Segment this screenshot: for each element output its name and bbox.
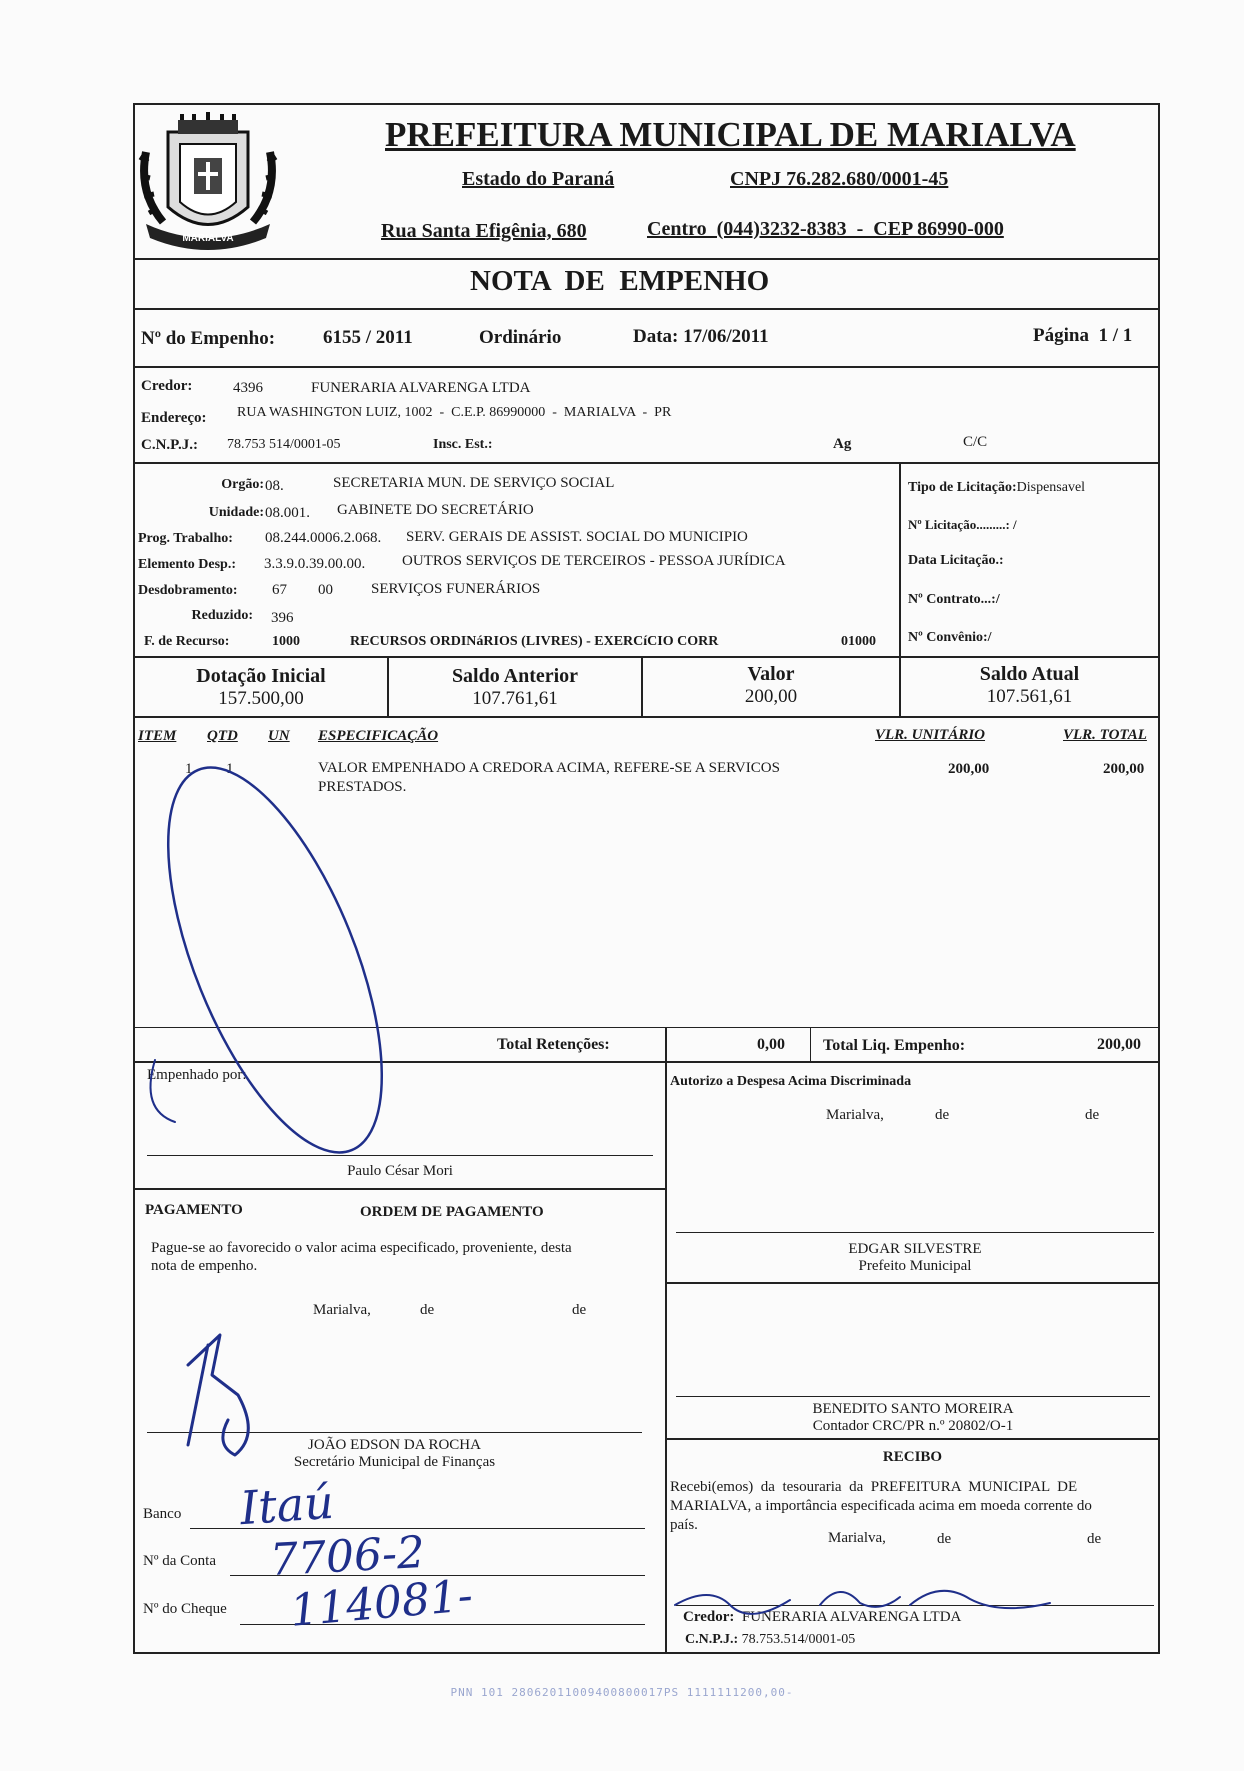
elemento-label: Elemento Desp.:: [138, 557, 236, 572]
header-street: Rua Santa Efigênia, 680: [381, 220, 587, 242]
empenho-type: Ordinário: [479, 327, 562, 348]
fonte-code: 1000: [272, 634, 300, 649]
unidade-name: GABINETE DO SECRETÁRIO: [337, 502, 534, 518]
pagamento-de-1: de: [420, 1302, 435, 1318]
numero-convenio: Nº Convênio:/: [908, 630, 992, 645]
handwritten-signature-credor: [670, 1575, 1070, 1625]
pagamento-de-2: de: [572, 1302, 587, 1318]
elemento-name: OUTROS SERVIÇOS DE TERCEIROS - PESSOA JURÍDICA: [402, 553, 786, 569]
contador: BENEDITO SANTO MOREIRA Contador CRC/PR n.º 20802/O-1: [812, 1401, 1014, 1434]
header-cnpj: CNPJ 76.282.680/0001-45: [730, 168, 949, 190]
reduzido-label: Reduzido:: [191, 608, 253, 623]
liquido-value: 200,00: [1097, 1036, 1141, 1053]
empenhado-label: Empenhado por:: [147, 1067, 247, 1083]
unidade-label: Unidade:: [208, 505, 264, 520]
header-address-line: Centro (044)3232-8383 - CEP 86990-000: [647, 218, 1004, 240]
conta-handwritten: 7706-2: [268, 1526, 427, 1587]
autorizo-de-1: de: [935, 1107, 950, 1123]
cheque-label: Nº do Cheque: [143, 1601, 227, 1617]
credor-label: Credor:: [141, 378, 193, 394]
item-unit-value: 200,00: [948, 761, 990, 777]
autorizo-label: Autorizo a Despesa Acima Discriminada: [670, 1074, 912, 1089]
municipal-crest-icon: [138, 112, 278, 262]
item-qtd: 1: [226, 761, 234, 777]
desdobramento-label: Desdobramento:: [138, 583, 238, 598]
recibo-text-1: Recebi(emos) da tesouraria da PREFEITURA MUNICIPAL DE: [670, 1479, 1078, 1495]
orgao-label: Orgão:: [221, 477, 264, 492]
desdobramento-name: SERVIÇOS FUNERÁRIOS: [371, 581, 541, 597]
credor-cnpj: 78.753 514/0001-05: [227, 437, 341, 452]
col-item: ITEM: [138, 728, 177, 744]
agency-label: Ag: [833, 436, 852, 452]
recibo-de-2: de: [1087, 1531, 1102, 1547]
account-label: C/C: [963, 434, 988, 450]
page-number: Página 1 / 1: [1033, 325, 1133, 346]
col-valor-total: VLR. TOTAL: [1063, 727, 1147, 743]
address-label: Endereço:: [141, 410, 207, 426]
banco-handwritten: Itaú: [238, 1474, 336, 1536]
pagamento-text-2: nota de empenho.: [151, 1258, 258, 1274]
recibo-title: RECIBO: [882, 1449, 943, 1465]
tipo-licitacao: Tipo de Licitação:Dispensavel: [908, 480, 1086, 495]
recibo-city: Marialva,: [828, 1530, 886, 1546]
item-espec-line1: VALOR EMPENHADO A CREDORA ACIMA, REFERE-SE A SERVICOS: [318, 760, 780, 776]
recibo-credor: Credor: FUNERARIA ALVARENGA LTDA: [683, 1609, 962, 1625]
data-licitacao: Data Licitação.:: [908, 553, 1004, 568]
recibo-cnpj: C.N.P.J.: 78.753.514/0001-05: [685, 1632, 856, 1647]
unidade-code: 08.001.: [265, 505, 310, 521]
pagamento-label: PAGAMENTO: [145, 1202, 243, 1218]
empenho-number: 6155 / 2011: [323, 327, 413, 348]
orgao-code: 08.: [265, 478, 284, 494]
recibo-de-1: de: [937, 1531, 952, 1547]
fonte-number: 01000: [841, 634, 876, 649]
fonte-label: F. de Recurso:: [144, 634, 230, 649]
autorizo-city: Marialva,: [826, 1107, 884, 1123]
saldo-dotacao-inicial: Dotação Inicial 157.500,00: [196, 665, 326, 709]
handwritten-signature-oval: [135, 750, 435, 1180]
col-valor-unitario: VLR. UNITÁRIO: [875, 727, 986, 743]
cheque-handwritten: 114081-: [288, 1570, 475, 1637]
numero-contrato: Nº Contrato...:/: [908, 592, 1000, 607]
empenho-date: Data: 17/06/2011: [633, 326, 769, 347]
item-total-value: 200,00: [1103, 761, 1145, 777]
reduzido-code: 396: [271, 610, 294, 626]
header-title: PREFEITURA MUNICIPAL DE MARIALVA: [385, 115, 1076, 154]
liquido-label: Total Liq. Empenho:: [823, 1037, 966, 1054]
pagamento-text-1: Pague-se ao favorecido o valor acima especificado, proveniente, desta: [151, 1240, 572, 1256]
prog-label: Prog. Trabalho:: [138, 531, 233, 546]
prefeito: EDGAR SILVESTRE Prefeito Municipal: [848, 1241, 982, 1274]
footer-bank-code: PNN 101 28062011009400800017PS 1111111200,00-: [450, 1686, 794, 1699]
secretario: JOÃO EDSON DA ROCHA Secretário Municipal de Finanças: [293, 1437, 496, 1470]
orgao-name: SECRETARIA MUN. DE SERVIÇO SOCIAL: [333, 475, 615, 491]
item-number: 1: [185, 761, 193, 777]
recibo-text-3: país.: [670, 1517, 698, 1533]
valor: Valor 200,00: [744, 663, 798, 707]
elemento-code: 3.3.9.0.39.00.00.: [264, 556, 366, 572]
handwritten-signature-secretario: [180, 1325, 270, 1465]
insc-est-label: Insc. Est.:: [433, 437, 493, 452]
credor-address: RUA WASHINGTON LUIZ, 1002 - C.E.P. 86990000 - MARIALVA - PR: [237, 405, 672, 420]
cnpj-label: C.N.P.J.:: [141, 437, 198, 453]
crest-ribbon-text: MARIALVA: [182, 233, 234, 244]
doc-title: NOTA DE EMPENHO: [470, 265, 770, 297]
credor-name: FUNERARIA ALVARENGA LTDA: [311, 380, 531, 396]
pagamento-city: Marialva,: [313, 1302, 371, 1318]
retencoes-label: Total Retenções:: [497, 1036, 610, 1053]
fonte-name: RECURSOS ORDINáRIOS (LIVRES) - EXERCíCIO CORR: [350, 634, 719, 649]
saldo-atual: Saldo Atual 107.561,61: [979, 663, 1080, 707]
col-un: UN: [268, 728, 290, 744]
credor-code: 4396: [233, 380, 263, 396]
col-qtd: QTD: [207, 728, 238, 744]
banco-label: Banco: [143, 1506, 182, 1522]
conta-label: Nº da Conta: [143, 1553, 216, 1569]
retencoes-value: 0,00: [757, 1036, 785, 1053]
autorizo-de-2: de: [1085, 1107, 1100, 1123]
col-especificacao: ESPECIFICAÇÃO: [318, 728, 439, 744]
saldo-anterior: Saldo Anterior 107.761,61: [451, 665, 579, 709]
item-espec-line2: PRESTADOS.: [318, 779, 407, 795]
header-state: Estado do Paraná: [462, 168, 615, 190]
prog-name: SERV. GERAIS DE ASSIST. SOCIAL DO MUNICIPIO: [406, 529, 748, 545]
ordem-pagamento-label: ORDEM DE PAGAMENTO: [360, 1204, 544, 1220]
numero-licitacao: Nº Licitação.........: /: [908, 517, 1017, 532]
prog-code: 08.244.0006.2.068.: [265, 530, 382, 546]
empenho-label: Nº do Empenho:: [141, 328, 276, 349]
empenhado-name: Paulo César Mori: [347, 1163, 453, 1179]
desdobramento-subcode: 00: [318, 582, 333, 598]
recibo-text-2: MARIALVA, a importância especificada acima em moeda corrente do: [670, 1498, 1092, 1514]
desdobramento-code: 67: [272, 582, 287, 598]
